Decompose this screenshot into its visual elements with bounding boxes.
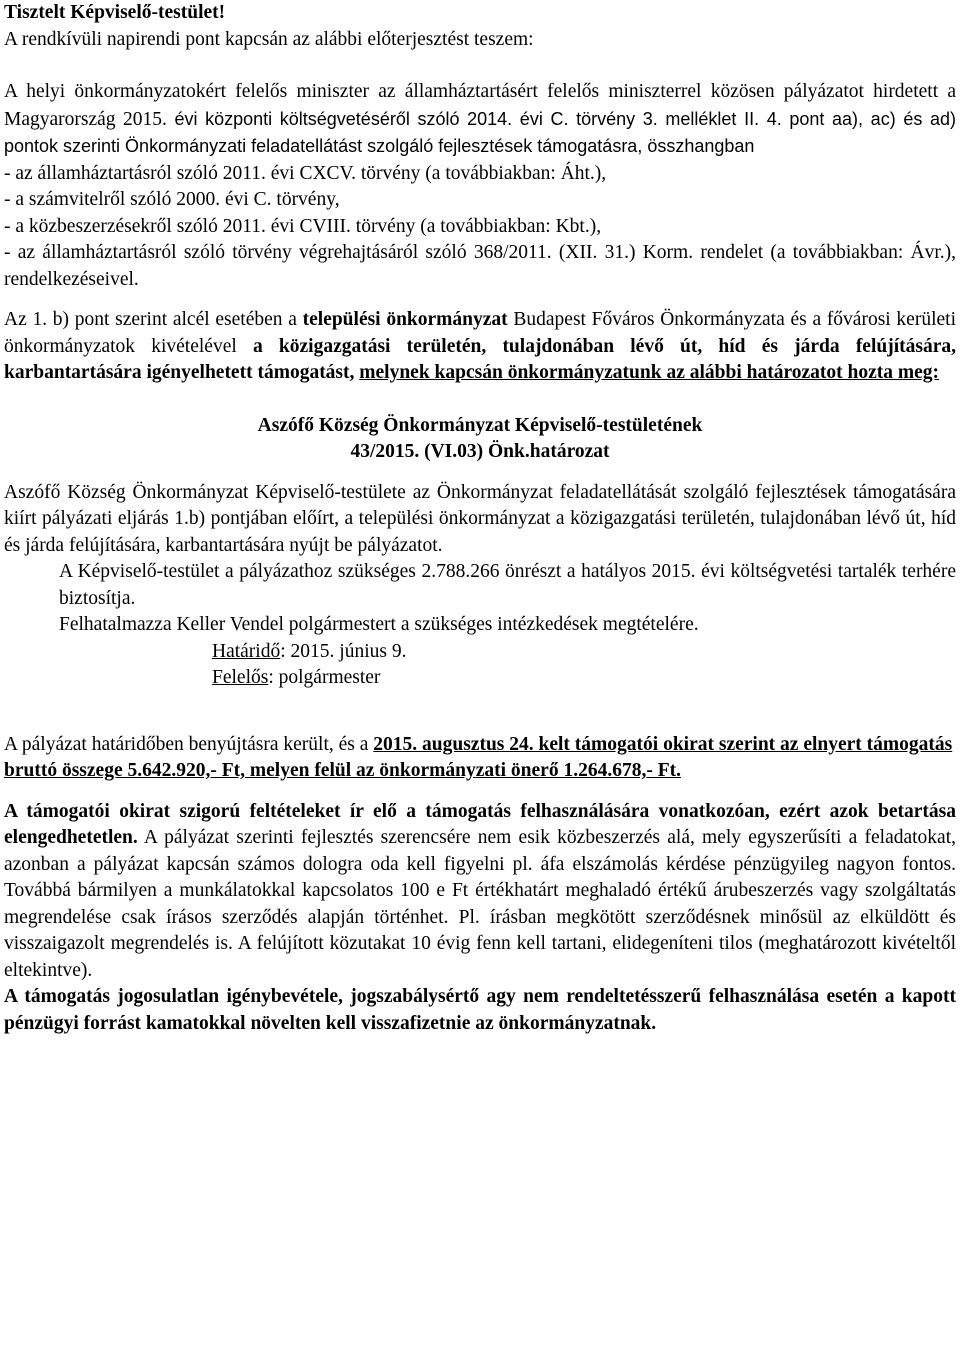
resolution-text-3: Felhatalmazza Keller Vendel polgármestert a szükséges intézkedések megtételére.: [59, 614, 699, 635]
salutation: Tisztelt Képviselő-testület!: [4, 2, 226, 23]
list-item: - az államháztartásról szóló 2011. évi CXCV. törvény (a továbbiakban: Áht.),: [4, 162, 607, 184]
resolution-title: Aszófő Község Önkormányzat Képviselő-testületének: [257, 414, 703, 436]
intro: A rendkívüli napirendi pont kapcsán az alábbi előterjesztést teszem:: [4, 28, 534, 50]
list-item: - a közbeszerzésekről szóló 2011. évi CVIII. törvény (a továbbiakban: Kbt.),: [4, 215, 602, 237]
paragraph-call: A helyi önkormányzatokért felelős miniszter az államháztartásért felelős miniszterrel közösen pályázatot hirdetett a Magyarország 2015. évi központi költségvetéséről szóló 2014. évi C. törvény 3. melléklet II. 4. pont aa), ac) és ad) pontok szerinti Önkormányzati feladatellátást szolgáló fejlesztések támogatásra, összhangban: [4, 81, 956, 156]
resolution-text: Aszófő Község Önkormányzat Képviselő-testülete az Önkormányzat feladatellátását szolgáló fejlesztések támogatására kiírt pályázati eljárás 1.b) pontjában előírt, a települési önkormányzat a közigazgatási területén, tulajdonában lévő út, híd és járda felújítására, karbantartására nyújt be pályázatot.: [4, 481, 956, 556]
document-page: [4, 0, 956, 1037]
list-item: - az államháztartásról szóló törvény végrehajtásáról szóló 368/2011. (XII. 31.) Korm. rendelet (a továbbiakban: Ávr.), rendelkezéseivel.: [4, 242, 956, 290]
budget-law-reference: évi központi költségvetéséről szóló 2014. évi C. törvény 3. melléklet II. 4. pont aa), ac) és ad) pontok szerinti Önkormányzati feladatellátást szolgáló fejlesztések támogatásra, összhangban: [4, 108, 956, 156]
resolution-text-2: A Képviselő-testület a pályázathoz szükséges 2.788.266 önrészt a hatályos 2015. évi költségvetési tartalék terhére biztosítja.: [59, 561, 956, 609]
list-item: - a számvitelről szóló 2000. évi C. törvény,: [4, 189, 340, 210]
paragraph-subgoal: Az 1. b) pont szerint alcél esetében a települési önkormányzat Budapest Főváros Önkormányzata és a fővárosi kerületi önkormányzatok kivételével a közigazgatási területén, tulajdonában lévő út, híd és járda felújítására, karbantartására igényelhetett támogatást, melynek kapcsán önkormányzatunk az alábbi határozatot hozta meg:: [4, 309, 957, 383]
responsible: Felelős: polgármester: [212, 667, 381, 688]
deadline: Határidő: 2015. június 9.: [212, 640, 407, 662]
paragraph-warning: A támogatás jogosulatlan igénybevétele, jogszabálysértő agy nem rendeltetésszerű felhasználása esetén a kapott pénzügyi forrást kamatokkal növelten kell visszafizetnie az önkormányzatnak.: [4, 986, 956, 1034]
paragraph-conditions: A támogatói okirat szigorú feltételeket ír elő a támogatás felhasználására vonatkozóan, ezért azok betartása elengedhetetlen. A pályázat szerinti fejlesztés szerencsére nem esik közbeszerzés alá, mely egyszerűsíti a feladatokat, azonban a pályázat kapcsán számos dologra oda kell figyelni pl. áfa elszámolás kérdése pénzügyileg nagyon fontos. Továbbá bármilyen a munkálatokkal kapcsolatos 100 e Ft értékhatárt meghaladó értékű árubeszerzés vagy szolgáltatás megrendelése csak írásos szerződés alapján történhet. Pl. írásban megkötött szerződésnek minősül az elküldött és visszaigazolt megrendelés is. A felújított közutakat 10 évig fenn kell tartani, elidegeníteni tilos (meghatározott kivételtől eltekintve).: [4, 800, 956, 981]
paragraph-submission: A pályázat határidőben benyújtásra került, és a 2015. augusztus 24. kelt támogatói okirat szerint az elnyert támogatás bruttó összege 5.642.920,- Ft, melyen felül az önkormányzati önerő 1.264.678,- Ft.: [4, 733, 953, 781]
resolution-number: 43/2015. (VI.03) Önk.határozat: [350, 441, 610, 462]
